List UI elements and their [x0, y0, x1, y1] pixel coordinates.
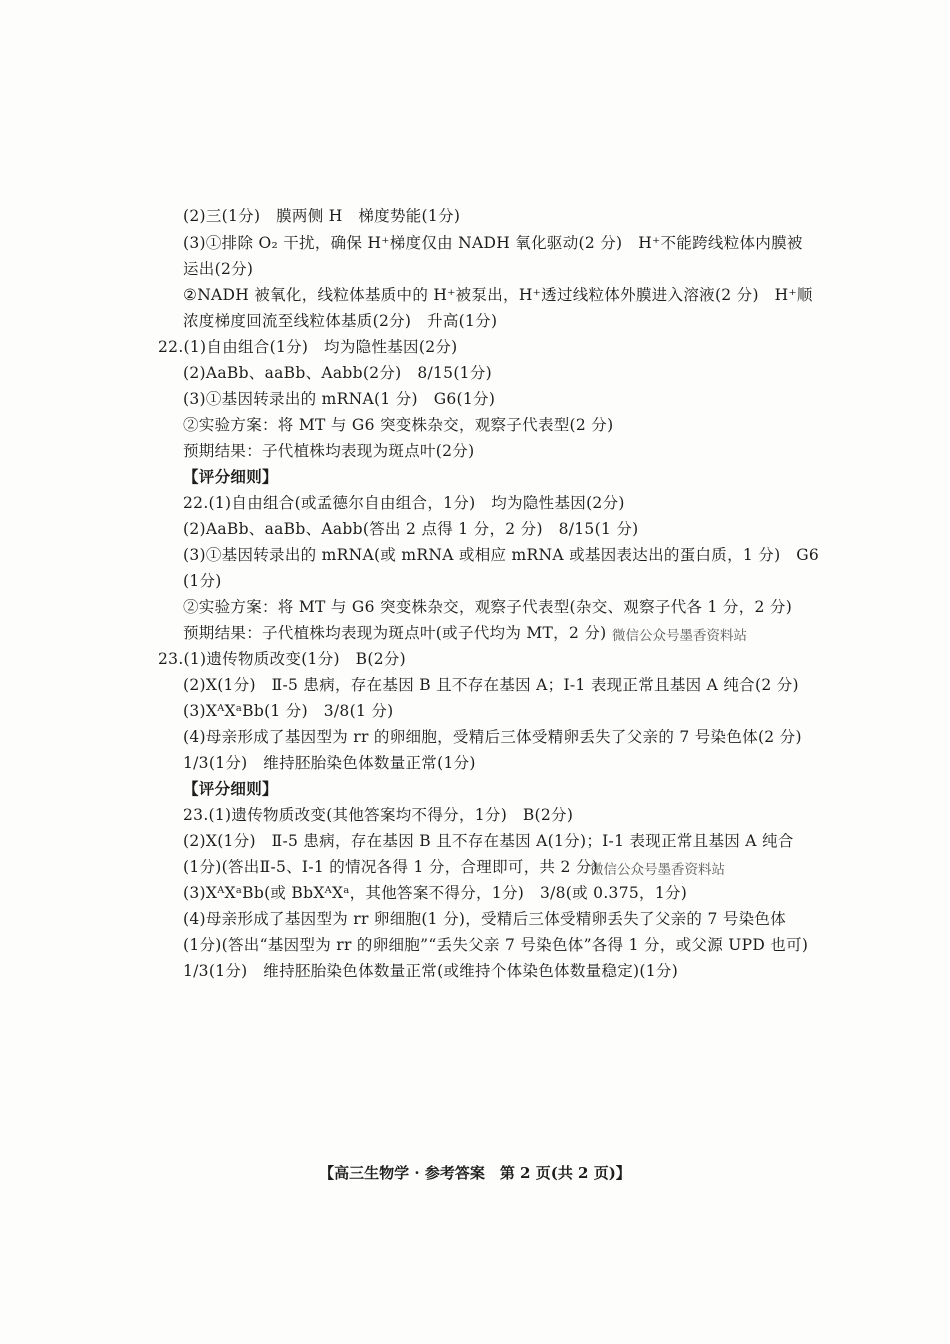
text-line: 23.(1)遗传物质改变(其他答案均不得分，1分) B(2分) — [183, 806, 574, 824]
scoring-rules-heading: 【评分细则】 — [183, 779, 278, 798]
text-line: (2)三(1分) 膜两侧 H 梯度势能(1分) — [183, 207, 461, 225]
question-22-line: 22.(1)自由组合(1分) 均为隐性基因(2分) — [158, 338, 458, 356]
text-line: (2)X(1分) Ⅱ-5 患病，存在基因 B 且不存在基因 A；Ⅰ-1 表现正常且基因 A 纯合(2 分) — [183, 676, 799, 694]
watermark: 微信公众号墨香资料站 — [612, 628, 747, 644]
question-23-line: 23.(1)遗传物质改变(1分) B(2分) — [158, 650, 407, 668]
text-line: (2)AaBb、aaBb、Aabb(2分) 8/15(1分) — [183, 364, 492, 382]
text-line: 预期结果：子代植株均表现为斑点叶(2分) — [183, 442, 475, 460]
text-line: (1分) — [183, 572, 222, 590]
text-line: ②实验方案：将 MT 与 G6 突变株杂交，观察子代表型(杂交、观察子代各 1 分，2 分) — [183, 598, 793, 616]
text-line: (3)XᴬXᵃBb(1 分) 3/8(1 分) — [183, 702, 394, 720]
text-line: (3)①排除 O₂ 干扰，确保 H⁺梯度仅由 NADH 氧化驱动(2 分) H⁺不能跨线粒体内膜被 — [183, 234, 803, 252]
text-line: 预期结果：子代植株均表现为斑点叶(或子代均为 MT，2 分) — [183, 624, 607, 642]
text-line: 1/3(1分) 维持胚胎染色体数量正常(或维持个体染色体数量稳定)(1分) — [183, 962, 679, 980]
text-line: (1分)(答出Ⅱ-5、Ⅰ-1 的情况各得 1 分，合理即可，共 2 分) — [183, 858, 599, 876]
text-line: (4)母亲形成了基因型为 rr 卵细胞(1 分)，受精后三体受精卵丢失了父亲的 7 号染色体 — [183, 910, 787, 928]
text-line: ②实验方案：将 MT 与 G6 突变株杂交，观察子代表型(2 分) — [183, 416, 614, 434]
text-line: 浓度梯度回流至线粒体基质(2分) 升高(1分) — [183, 312, 498, 330]
text-line: ②NADH 被氧化，线粒体基质中的 H⁺被泵出，H⁺透过线粒体外膜进入溶液(2 分) H⁺顺 — [183, 286, 813, 304]
text-line: 22.(1)自由组合(或孟德尔自由组合，1分) 均为隐性基因(2分) — [183, 494, 625, 512]
page-footer: 【高三生物学 · 参考答案 第 2 页(共 2 页)】 — [319, 1164, 631, 1182]
text-line: (2)X(1分) Ⅱ-5 患病，存在基因 B 且不存在基因 A(1分)；Ⅰ-1 表现正常且基因 A 纯合 — [183, 832, 794, 850]
text-line: (2)AaBb、aaBb、Aabb(答出 2 点得 1 分，2 分) 8/15(1 分) — [183, 520, 639, 538]
scoring-rules-heading: 【评分细则】 — [183, 467, 278, 486]
text-line: 运出(2分) — [183, 260, 254, 278]
watermark: 微信公众号墨香资料站 — [590, 862, 725, 878]
text-line: (4)母亲形成了基因型为 rr 的卵细胞，受精后三体受精卵丢失了父亲的 7 号染色体(2 分) — [183, 728, 802, 746]
text-line: (3)XᴬXᵃBb(或 BbXᴬXᵃ，其他答案不得分，1分) 3/8(或 0.375，1分) — [183, 884, 688, 902]
text-line: (3)①基因转录出的 mRNA(或 mRNA 或相应 mRNA 或基因表达出的蛋白质，1 分) G6 — [183, 546, 820, 564]
text-line: (3)①基因转录出的 mRNA(1 分) G6(1分) — [183, 390, 496, 408]
text-line: 1/3(1分) 维持胚胎染色体数量正常(1分) — [183, 754, 476, 772]
text-line: (1分)(答出“基因型为 rr 的卵细胞”“丢失父亲 7 号染色体”各得 1 分，或父源 UPD 也可) — [183, 936, 809, 954]
